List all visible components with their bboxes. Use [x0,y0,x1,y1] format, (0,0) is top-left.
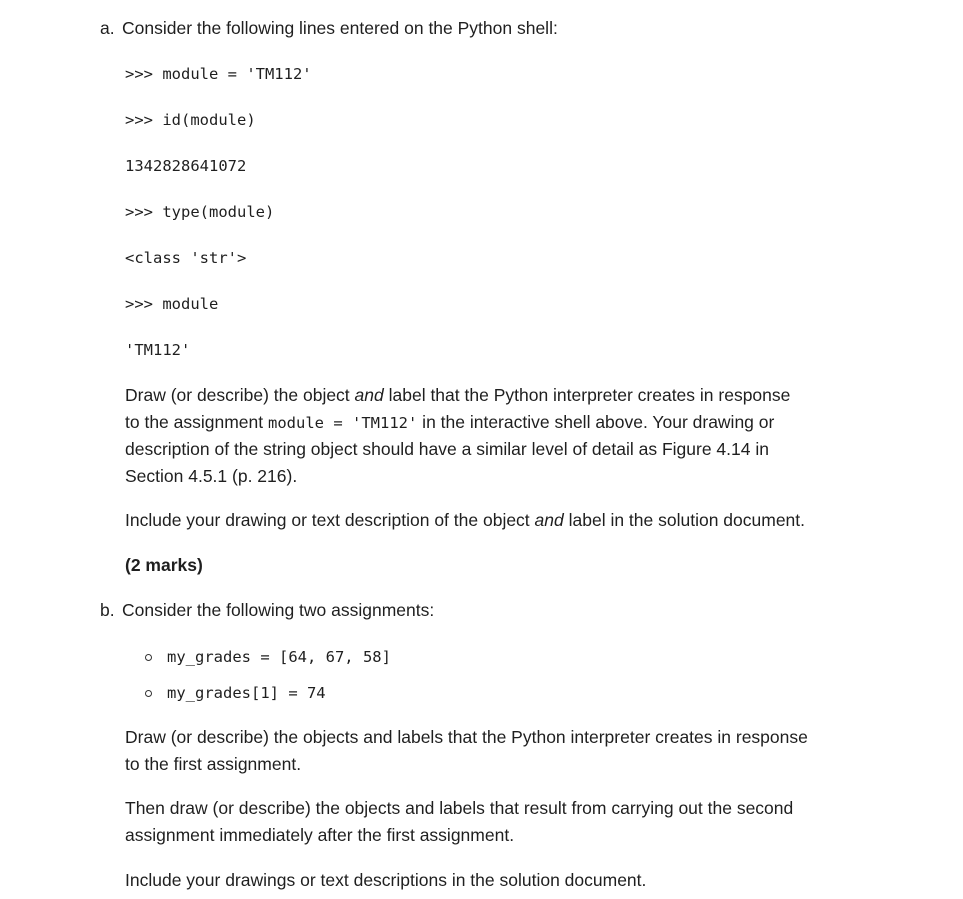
instructions-inline-code: module = 'TM112' [268,413,418,432]
bullet-icon [145,690,152,697]
assignment-item-1: my_grades = [64, 67, 58] [167,648,391,666]
question-a-include-note [125,507,805,533]
question-b-marker: b. [100,600,115,620]
shell-line-id-call: >>> id(module) [125,111,256,129]
instructions-text-3: in the interactive shell above. Your drawing or description of the string object should have a similar level of detail as Figure 4.14 in Section 4.5.1 (p. 216). [125,411,775,486]
shell-line-module: >>> module [125,295,219,313]
marks-label: (2 marks) [125,555,203,575]
question-b-intro: Consider the following two assignments: [122,600,435,620]
question-a-instructions [125,382,805,489]
question-b-header [100,597,434,623]
question-a-intro: Consider the following lines entered on the Python shell: [122,18,558,38]
shell-output-type: <class 'str'> [125,249,247,267]
shell-line-type-call: >>> type(module) [125,203,275,221]
assignment-item-2: my_grades[1] = 74 [167,684,326,702]
instructions-emphasis: and [354,385,384,405]
include-text-1: Include your drawing or text description of the object [125,510,535,530]
shell-line-assignment: >>> module = 'TM112' [125,65,312,83]
shell-output-id: 1342828641072 [125,157,247,175]
question-b-para-2: Then draw (or describe) the objects and labels that result from carrying out the second assignment immediately after the first assignment. [125,798,794,845]
question-a-header [100,15,558,41]
question-a-marks [125,552,203,578]
include-emphasis: and [534,510,564,530]
instructions-text-2: label that the Python interpreter creates in response to the assignment [125,385,791,432]
shell-output-module: 'TM112' [125,341,191,359]
question-a-marker: a. [100,18,115,38]
question-b-para-3: Include your drawings or text descriptions in the solution document. [125,870,647,890]
question-b-para-1: Draw (or describe) the objects and labels that the Python interpreter creates in response to the first assignment. [125,727,808,774]
instructions-text-1: Draw (or describe) the object [125,385,355,405]
include-text-2: label in the solution document. [563,510,806,530]
bullet-icon [145,654,152,661]
